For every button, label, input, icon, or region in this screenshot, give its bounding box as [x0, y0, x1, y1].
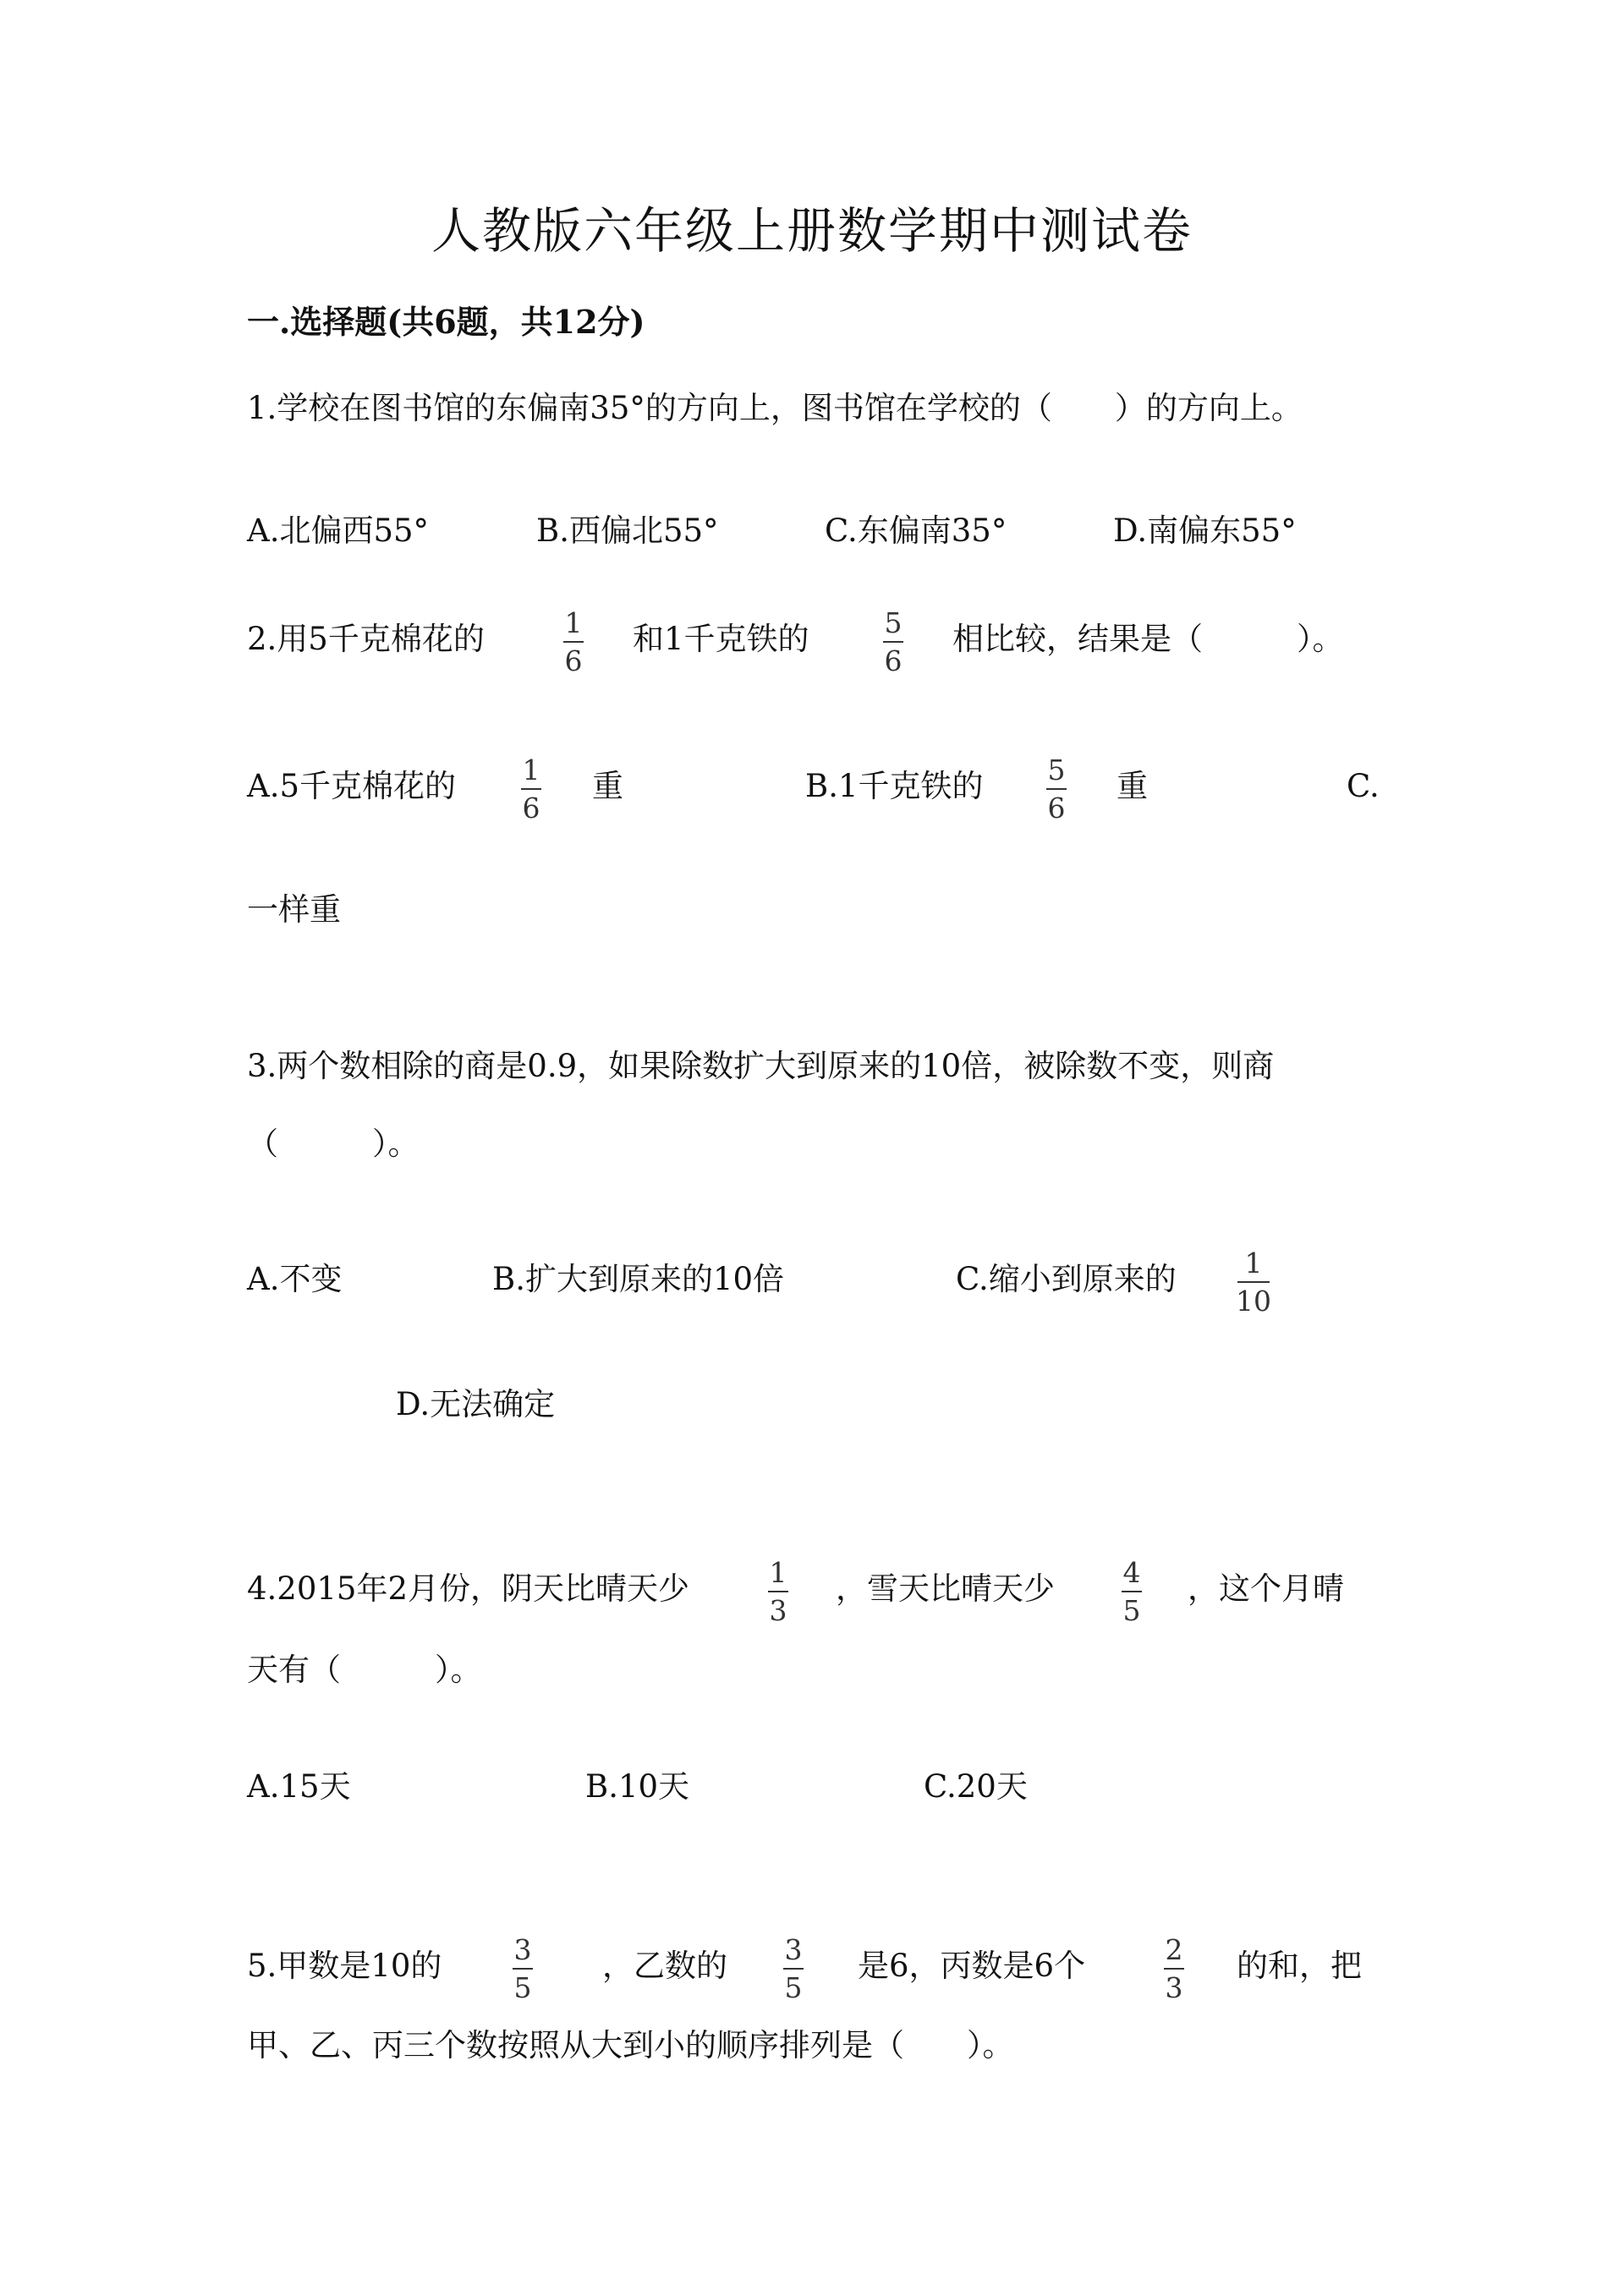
q2-fraction-2: 5 6	[884, 606, 903, 677]
q2-option-b-tail: 重	[1116, 768, 1148, 804]
q2-option-a-tail: 重	[592, 768, 623, 804]
q1-option-c: C.东偏南35°	[825, 512, 1007, 549]
q4-fraction-1: 1 3	[769, 1556, 787, 1627]
q2-stem-part1: 2.用5千克棉花的	[247, 621, 485, 657]
q2-option-a-text: A.5千克棉花的	[247, 768, 457, 804]
q2-stem-part2: 和1千克铁的	[633, 621, 809, 657]
q2-stem-part3: 相比较，结果是（ ）。	[952, 621, 1344, 657]
q4-stem-part3: ，这个月晴	[1188, 1570, 1344, 1607]
q4-stem-part2: ，雪天比晴天少	[836, 1570, 1055, 1607]
q3-option-b: B.扩大到原来的10倍	[492, 1261, 785, 1297]
q1-stem: 1.学校在图书馆的东偏南35°的方向上，图书馆在学校的（ ）的方向上。	[247, 390, 1303, 426]
q4-stem-part1: 4.2015年2月份，阴天比晴天少	[247, 1570, 690, 1607]
q2-option-c-text: 一样重	[247, 891, 341, 928]
q4-option-b: B.10天	[585, 1768, 690, 1805]
q5-fraction-2: 3 5	[784, 1933, 803, 2004]
q5-fraction-3: 2 3	[1165, 1933, 1183, 2004]
q2-fraction-1: 1 6	[564, 606, 583, 677]
q5-stem-part2: ，乙数的	[602, 1948, 727, 1984]
q2-option-a-fraction: 1 6	[522, 753, 540, 825]
q1-option-d: D.南偏东55°	[1113, 512, 1297, 549]
q3-stem-line1: 3.两个数相除的商是0.9，如果除数扩大到原来的10倍，被除数不变，则商	[247, 1048, 1275, 1084]
q2-option-c-label: C.	[1347, 768, 1380, 804]
q3-option-c-fraction: 1 10	[1236, 1247, 1271, 1318]
q4-fraction-2: 4 5	[1122, 1556, 1141, 1627]
q4-option-a: A.15天	[247, 1768, 351, 1805]
q4-option-c: C.20天	[924, 1768, 1028, 1805]
q1-option-b: B.西偏北55°	[536, 512, 719, 549]
q3-stem-line2: （ ）。	[247, 1126, 420, 1162]
q5-stem-part3: 是6，丙数是6个	[858, 1948, 1086, 1984]
q3-option-a: A.不变	[247, 1261, 343, 1297]
q5-stem-line2: 甲、乙、丙三个数按照从大到小的顺序排列是（ ）。	[247, 2027, 1014, 2063]
section-heading: 一.选择题(共6题，共12分)	[247, 303, 645, 341]
q3-option-c-text: C.缩小到原来的	[956, 1261, 1177, 1297]
q5-fraction-1: 3 5	[513, 1933, 532, 2004]
q5-stem-part1: 5.甲数是10的	[247, 1948, 442, 1984]
q3-option-d: D.无法确定	[396, 1386, 556, 1422]
page-title: 人教版六年级上册数学期中测试卷	[431, 202, 1193, 260]
q4-stem-line2: 天有（ ）。	[247, 1652, 482, 1688]
q2-option-b-text: B.1千克铁的	[805, 768, 984, 804]
q5-stem-part4: 的和，把	[1237, 1948, 1362, 1984]
q1-option-a: A.北偏西55°	[247, 512, 430, 549]
q2-option-b-fraction: 5 6	[1047, 753, 1066, 825]
